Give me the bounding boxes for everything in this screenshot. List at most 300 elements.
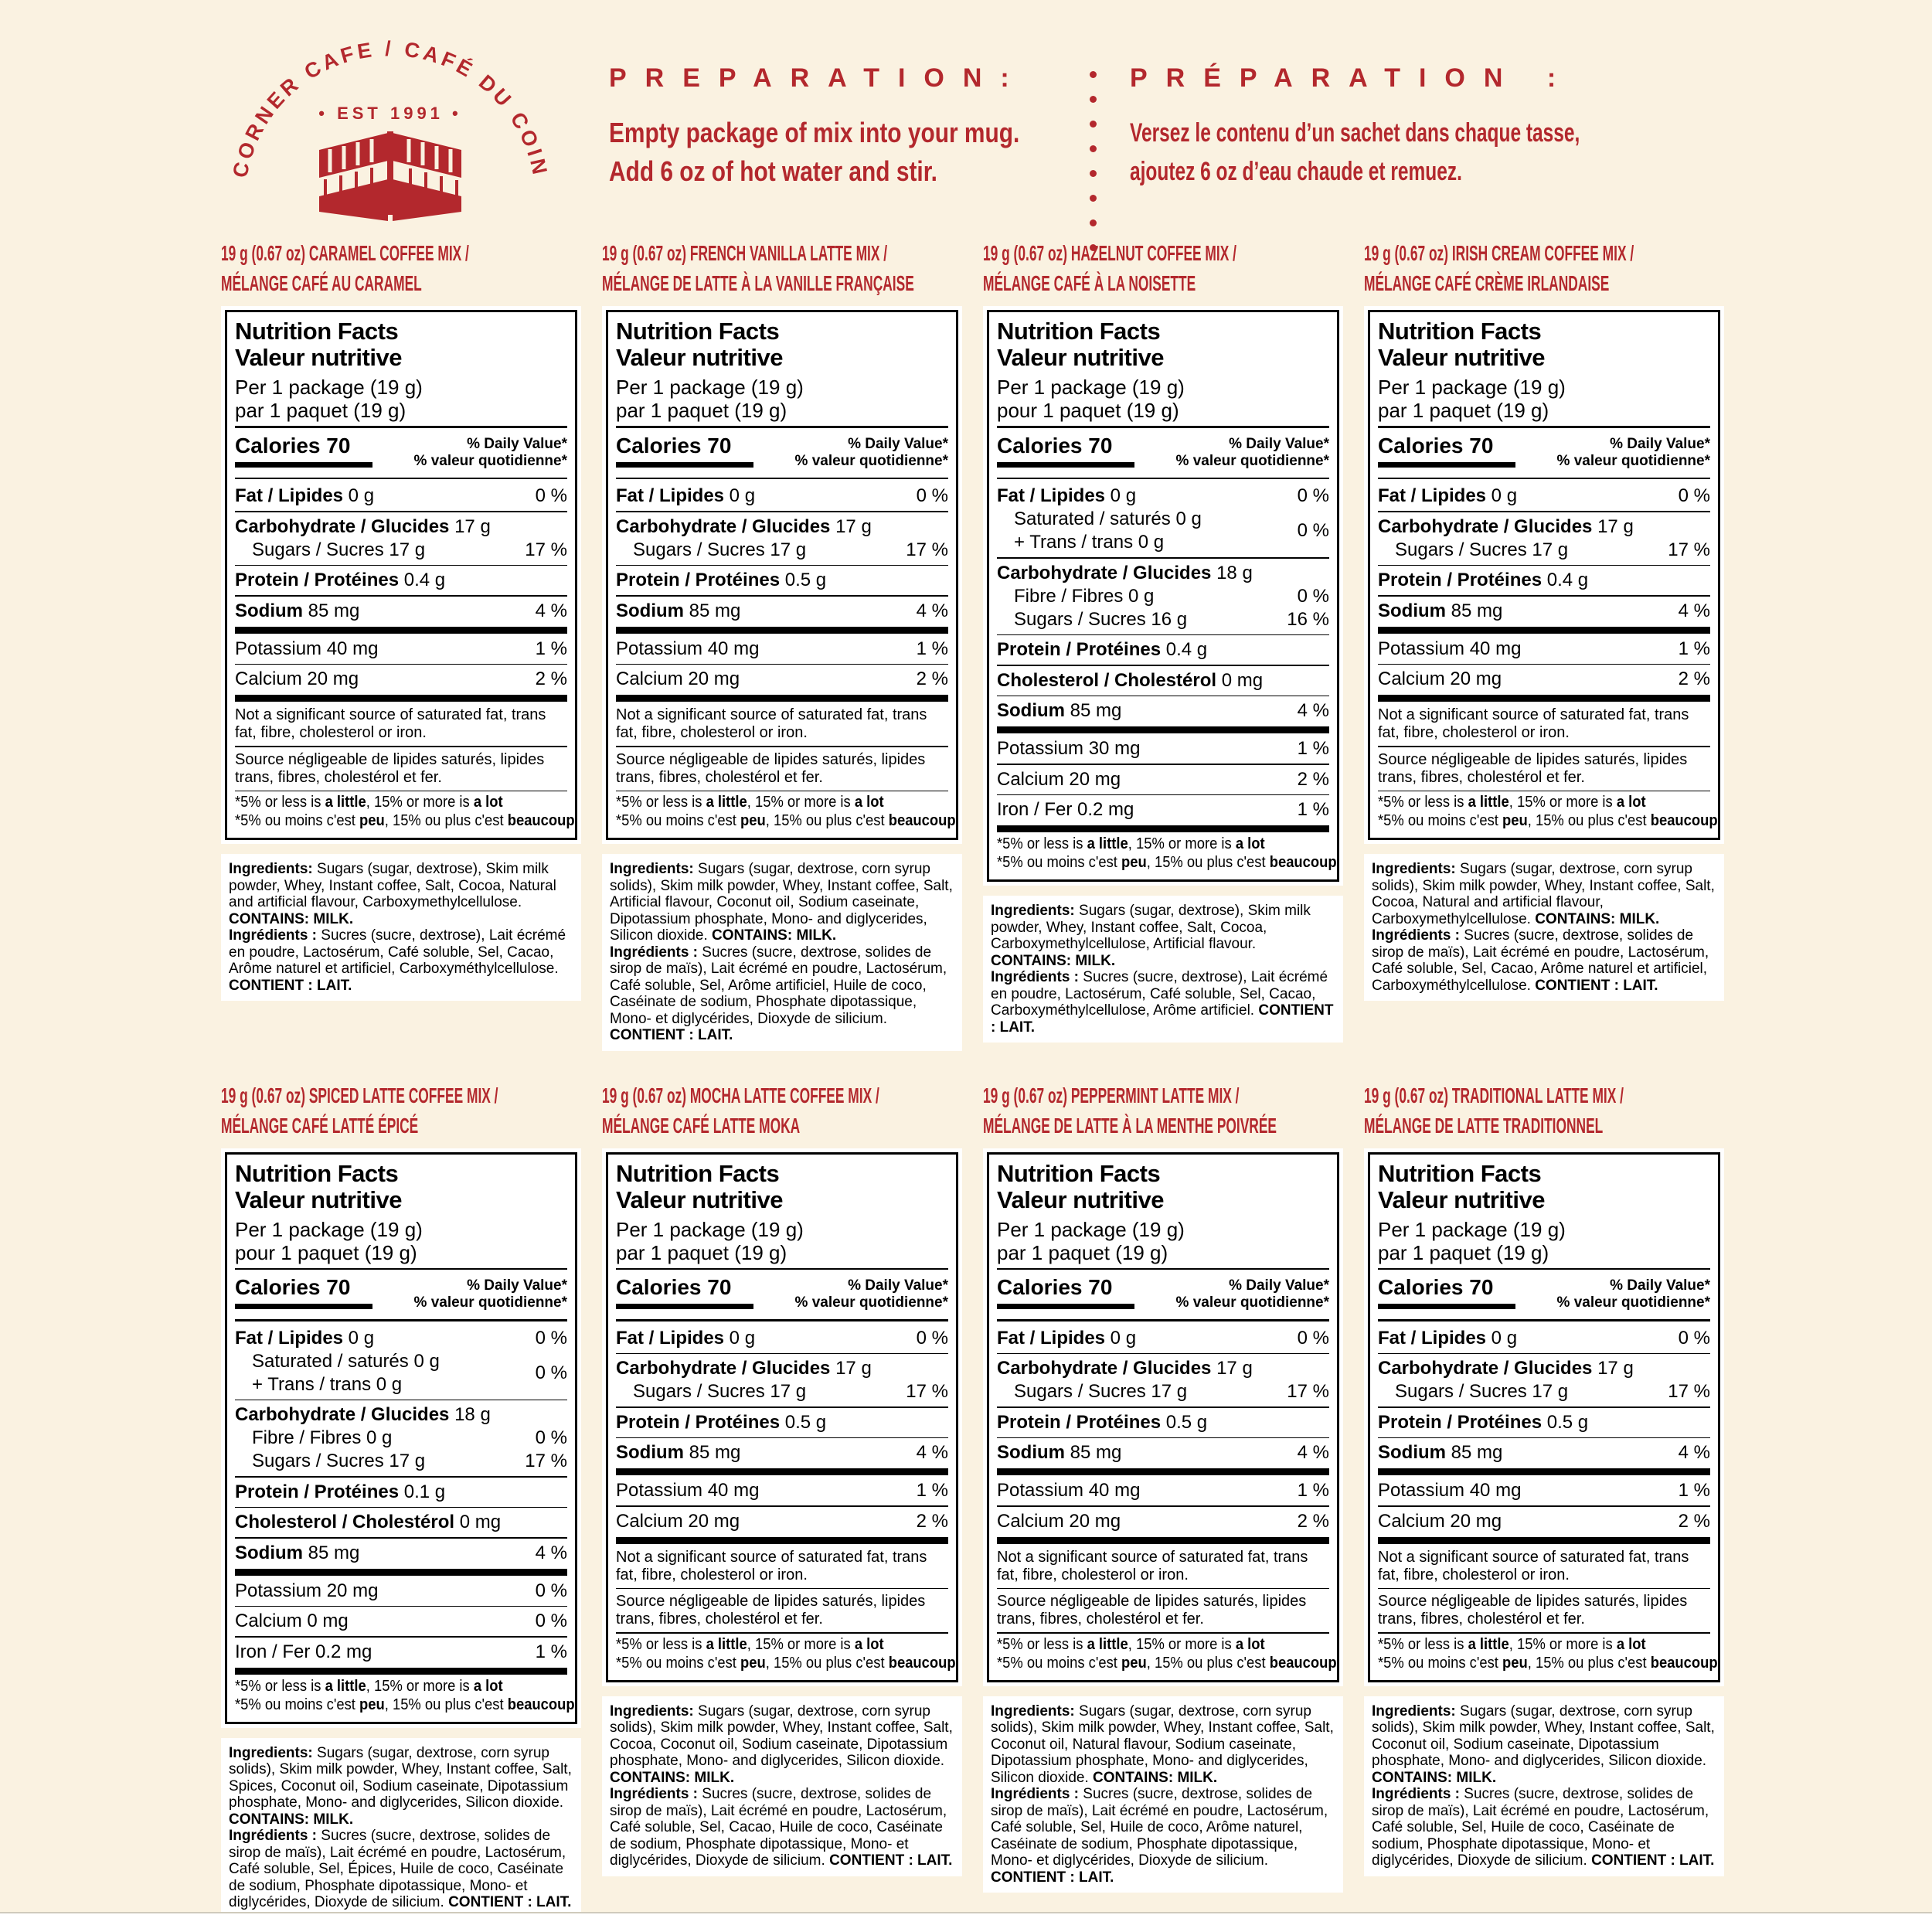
ingredients-en: Ingredients: Sugars (sugar, dextrose), Skim milk powder, Whey, Instant coffee, Salt, Cocoa, Carboxymethylcellulose, Artificial flavour. CONTAINS: MILK. — [991, 903, 1311, 969]
nutrient-line: Carbohydrate / Glucides 17 g — [616, 1358, 872, 1379]
separator-line — [1378, 1505, 1710, 1507]
nutrient-line: Protein / Protéines 0.5 g — [616, 570, 827, 590]
ingredients-block — [602, 854, 962, 1051]
nutrition-note-fr: Source négligeable de lipides saturés, lipides trans, fibres, cholestérol et fer. — [616, 1593, 926, 1628]
nutrient-line: Sugars / Sucres 17 g 17 % — [1395, 539, 1710, 560]
nutrition-row — [235, 483, 567, 509]
ingredients-block — [602, 1696, 962, 1876]
nutrition-facts-table — [987, 310, 1339, 882]
ingredients-fr: Ingrédients : Sucres (sucre, dextrose, solides de sirop de maïs), Lait écrémé en poudre, Lactosérum, Café soluble, Sel, Cacao, Arôme naturel et artificiel, Carboxyméthylcellulose. CONTIENT : LAIT. — [1372, 927, 1709, 994]
separator-bar — [616, 695, 948, 702]
nutrient-line: Cholesterol / Cholestérol 0 mg — [997, 669, 1264, 691]
daily-value-line-fr: % valeur quotidienne* — [794, 1294, 948, 1311]
daily-value-header — [414, 1276, 567, 1311]
product-title — [221, 238, 581, 306]
separator-line — [616, 791, 948, 792]
nutrient-line: Calcium 20 mg 2 % — [997, 1510, 1329, 1532]
nutrient-line: Potassium 40 mg 1 % — [616, 1480, 948, 1501]
footnote-en: *5% or less is a little, 15% or more is a lot — [997, 1635, 1265, 1653]
product-title — [602, 238, 962, 306]
product-title-en: 19 g (0.67 oz) TRADITIONAL LATTE MIX / — [1364, 1083, 1624, 1107]
ingredients-fr: Ingrédients : Sucres (sucre, dextrose, solides de sirop de maïs), Lait écrémé en poudre, Lactosérum, Café soluble, Sel, Arôme artificiel, Huile de coco, Caséinate de sodium, Phosphate dipotassique, Mono- et diglycérides, Dioxyde de silicium. CONTIENT : LAIT. — [610, 944, 947, 1043]
nutrition-row — [616, 1355, 948, 1405]
nutrition-row — [997, 797, 1329, 823]
serving-size-en: Per 1 package (19 g) — [616, 376, 804, 399]
ingredients-block — [983, 1696, 1343, 1893]
separator-line — [997, 1353, 1329, 1355]
product-title-en: 19 g (0.67 oz) CARAMEL COFFEE MIX / — [221, 241, 469, 265]
separator-line — [616, 1588, 948, 1590]
calories-underline-bar — [997, 1304, 1134, 1309]
separator-line — [1378, 1632, 1710, 1634]
preparation-instructions-fr — [1130, 114, 1613, 191]
nutrition-row — [616, 514, 948, 563]
nutrient-line: Sugars / Sucres 17 g 17 % — [252, 1451, 567, 1471]
calories-row — [616, 1274, 948, 1315]
product-title — [602, 1080, 962, 1148]
footnote-en: *5% or less is a little, 15% or more is a lot — [997, 835, 1265, 852]
product-title-fr: MÉLANGE CAFÉ AU CARAMEL — [221, 271, 422, 295]
daily-value-line-fr: % valeur quotidienne* — [1175, 452, 1329, 469]
daily-value-header — [414, 434, 567, 470]
daily-value-line-fr: % valeur quotidienne* — [794, 452, 948, 469]
daily-value-header — [1557, 434, 1710, 470]
nutrient-line: Potassium 20 mg 0 % — [235, 1580, 567, 1601]
ingredients-en: Ingredients: Sugars (sugar, dextrose, corn syrup solids), Skim milk powder, Whey, Instant coffee, Salt, Cocoa, Coconut oil, Sodium caseinate, Dipotassium phosphate, Mono- and diglycerides, Silicon dioxide. CONTAINS: MILK. — [610, 1702, 953, 1786]
separator-bar — [997, 1468, 1329, 1475]
nutrient-line: Fat / Lipides 0 g 0 % — [997, 1327, 1329, 1349]
nutrition-facts-box — [1364, 306, 1724, 844]
daily-value-header — [1176, 1276, 1329, 1311]
product-title-fr: MÉLANGE DE LATTE À LA MENTHE POIVRÉE — [983, 1113, 1277, 1138]
nutrition-row — [235, 598, 567, 624]
nutrition-row — [1378, 567, 1710, 594]
nutrient-line: Carbohydrate / Glucides 18 g — [997, 562, 1253, 583]
product-title — [1364, 1080, 1724, 1148]
nutrient-line: Fat / Lipides 0 g 0 % — [616, 485, 948, 506]
separator-line — [997, 764, 1329, 765]
nutrient-line: Calcium 20 mg 2 % — [1378, 1510, 1710, 1532]
nutrient-line: Fat / Lipides 0 g 0 % — [997, 485, 1329, 506]
footnote-fr: *5% ou moins c'est peu, 15% ou plus c'est beaucoup — [616, 812, 956, 829]
nutrient-line: Iron / Fer 0.2 mg 1 % — [235, 1641, 567, 1662]
nutrition-facts-box — [221, 1148, 581, 1728]
nutrition-row — [997, 1410, 1329, 1436]
nutrition-row — [616, 1410, 948, 1436]
nutrition-row — [235, 1479, 567, 1505]
footnote-en: *5% or less is a little, 15% or more is a lot — [235, 794, 503, 811]
separator-line — [235, 1476, 567, 1478]
footnote-en: *5% or less is a little, 15% or more is a lot — [235, 1677, 503, 1695]
nutrient-line: Carbohydrate / Glucides 17 g — [1378, 515, 1634, 537]
nutrition-row — [997, 736, 1329, 762]
calories-value: Calories 70 — [235, 434, 372, 468]
nutrient-line: Potassium 40 mg 1 % — [997, 1480, 1329, 1501]
nutrition-facts-heading-en: Nutrition Facts — [997, 1159, 1161, 1187]
nutrition-facts-heading-fr: Valeur nutritive — [997, 1185, 1164, 1213]
calories-underline-bar — [997, 462, 1134, 468]
footnote-fr: *5% ou moins c'est peu, 15% ou plus c'est beaucoup — [235, 812, 575, 829]
nutrition-row — [616, 1478, 948, 1504]
nutrition-row — [235, 1402, 567, 1475]
nutrition-row — [997, 483, 1329, 556]
nutrition-facts-table — [1368, 1152, 1720, 1682]
product-panel — [983, 238, 1343, 1043]
product-title — [983, 238, 1343, 306]
nutrient-line: Sodium 85 mg 4 % — [1378, 1442, 1710, 1463]
ingredients-en: Ingredients: Sugars (sugar, dextrose, corn syrup solids), Skim milk powder, Whey, Instant coffee, Salt, Artificial flavour, Coconut oil, Sodium caseinate, Dipotassium phosphate, Mono- and diglycerides, Silicon dioxide. CONTAINS: MILK. — [610, 861, 953, 944]
nutrient-line: + Trans / trans 0 g — [1014, 532, 1165, 553]
calories-row — [1378, 432, 1710, 474]
nutrient-line: Potassium 40 mg 1 % — [616, 638, 948, 659]
ingredients-fr: Ingrédients : Sucres (sucre, dextrose, solides de sirop de maïs), Lait écrémé en poudre, Lactosérum, Café soluble, Sel, Cacao, Huile de coco, Caséinate de sodium, Phosphate dipotassique, Mono- et diglycérides, Dioxyde de silicium. CONTIENT : LAIT. — [610, 1786, 953, 1869]
nutrition-row — [616, 483, 948, 509]
nutrition-note-fr: Source négligeable de lipides saturés, lipides trans, fibres, cholestérol et fer. — [1378, 1593, 1688, 1628]
nutrition-row — [616, 567, 948, 594]
separator-line — [1378, 1406, 1710, 1408]
product-panel — [602, 1080, 962, 1876]
dotted-divider — [1090, 71, 1097, 251]
product-title-fr: MÉLANGE DE LATTE TRADITIONNEL — [1364, 1113, 1604, 1138]
nutrition-note-en: Not a significant source of saturated fat, trans fat, fibre, cholesterol or iron. — [616, 706, 927, 741]
nutrition-facts-heading-en: Nutrition Facts — [235, 318, 399, 345]
nutrition-row — [235, 1325, 567, 1398]
product-title-en: 19 g (0.67 oz) HAZELNUT COFFEE MIX / — [983, 241, 1236, 265]
daily-value-line-en: % Daily Value* — [467, 435, 567, 452]
separator-line — [1378, 791, 1710, 792]
ingredients-block — [1364, 854, 1724, 1001]
separator-line — [616, 664, 948, 665]
ingredients-fr: Ingrédients : Sucres (sucre, dextrose, solides de sirop de maïs), Lait écrémé en poudre, Lactosérum, Café soluble, Sel, Huile de coco, Arôme naturel, Caséinate de sodium, Phosphate dipotassique, Mono- et diglycérides, Dioxyde de silicium. CONTIENT : LAIT. — [991, 1786, 1328, 1886]
nutrition-facts-box — [602, 306, 962, 844]
nutrition-row — [997, 767, 1329, 793]
nutrition-facts-heading-fr: Valeur nutritive — [616, 344, 783, 371]
ingredients-en: Ingredients: Sugars (sugar, dextrose), Skim milk powder, Whey, Instant coffee, Salt, Cocoa, Natural and artificial flavour, Carboxymethylcellulose. CONTAINS: MILK. — [229, 861, 556, 927]
nutrition-facts-box — [221, 306, 581, 844]
nutrition-row — [997, 1478, 1329, 1504]
calories-underline-bar — [616, 1304, 753, 1309]
serving-size-fr: par 1 paquet (19 g) — [616, 1240, 787, 1264]
nutrition-note-en: Not a significant source of saturated fat, trans fat, fibre, cholesterol or iron. — [1378, 1548, 1689, 1583]
daily-value-line-fr: % valeur quotidienne* — [1556, 452, 1710, 469]
nutrition-note-fr: Source négligeable de lipides saturés, lipides trans, fibres, cholestérol et fer. — [235, 750, 545, 786]
product-panel — [221, 1080, 581, 1918]
calories-value: Calories 70 — [616, 1276, 753, 1309]
storefront-awning-icon — [319, 131, 461, 221]
separator-line — [235, 511, 567, 512]
calories-underline-bar — [1378, 462, 1515, 468]
calories-row — [997, 432, 1329, 474]
nutrition-row — [997, 668, 1329, 694]
nutrition-row — [235, 666, 567, 692]
daily-value-header — [1176, 434, 1329, 470]
daily-value-line-fr: % valeur quotidienne* — [1175, 1294, 1329, 1311]
daily-value-line-en: % Daily Value* — [1610, 435, 1710, 452]
separator-line — [616, 1632, 948, 1634]
nutrition-row — [1378, 1509, 1710, 1535]
separator-line — [235, 1606, 567, 1607]
separator-line — [235, 746, 567, 747]
separator-line — [1378, 595, 1710, 597]
separator-line — [235, 791, 567, 792]
serving-size-fr: par 1 paquet (19 g) — [997, 1240, 1168, 1264]
nutrition-facts-heading-fr: Valeur nutritive — [1378, 344, 1545, 371]
nutrient-line: Carbohydrate / Glucides 17 g — [235, 515, 491, 537]
nutrient-line: Fat / Lipides 0 g 0 % — [235, 485, 567, 506]
nutrient-line: Fat / Lipides 0 g 0 % — [1378, 485, 1710, 506]
nutrient-line: + Trans / trans 0 g — [252, 1373, 403, 1395]
nutrition-row — [1378, 1325, 1710, 1352]
separator-line — [616, 1353, 948, 1355]
separator-line — [1378, 1588, 1710, 1590]
separator-line — [997, 557, 1329, 559]
nutrition-facts-box — [983, 306, 1343, 886]
ingredients-block — [221, 1738, 581, 1918]
nutrient-line: Fibre / Fibres 0 g 0 % — [252, 1427, 567, 1448]
separator-line — [616, 1406, 948, 1408]
nutrition-facts-table — [1368, 310, 1720, 840]
nutrition-row — [997, 698, 1329, 724]
separator-bar — [235, 695, 567, 702]
ingredients-fr: Ingrédients : Sucres (sucre, dextrose, solides de sirop de maïs), Lait écrémé en poudre, Lactosérum, Café soluble, Sel, Huile de coco, Caséinate de sodium, Phosphate dipotassique, Mono- et diglycérides, Dioxyde de silicium. CONTIENT : LAIT. — [1372, 1786, 1715, 1869]
nutrition-facts-heading-fr: Valeur nutritive — [1378, 1185, 1545, 1213]
nutrient-line: Fat / Lipides 0 g 0 % — [1378, 1327, 1710, 1349]
serving-size-en: Per 1 package (19 g) — [235, 1217, 423, 1241]
product-panel — [1364, 238, 1724, 1001]
serving-size-en: Per 1 package (19 g) — [1378, 1217, 1566, 1241]
product-title-fr: MÉLANGE CAFÉ À LA NOISETTE — [983, 271, 1196, 295]
preparation-line-fr-2: ajoutez 6 oz d’eau chaude et remuez. — [1130, 157, 1462, 186]
separator-line — [616, 595, 948, 597]
separator-line — [997, 1505, 1329, 1507]
calories-underline-bar — [616, 462, 753, 468]
separator-bar — [1378, 695, 1710, 702]
daily-value-line-en: % Daily Value* — [848, 1277, 948, 1294]
nutrition-facts-heading-en: Nutrition Facts — [1378, 1159, 1542, 1187]
corner-cafe-logo — [197, 32, 583, 233]
nutrition-facts-heading-en: Nutrition Facts — [616, 1159, 780, 1187]
nutrient-line: Protein / Protéines 0.5 g — [1378, 1411, 1589, 1433]
nutrition-row — [1378, 636, 1710, 662]
nutrient-line: Calcium 20 mg 2 % — [1378, 668, 1710, 689]
nutrition-note-en: Not a significant source of saturated fat, trans fat, fibre, cholesterol or iron. — [1378, 706, 1689, 741]
separator-line — [997, 1588, 1329, 1590]
product-panel — [983, 1080, 1343, 1893]
nutrition-row — [616, 636, 948, 662]
footnote-fr: *5% ou moins c'est peu, 15% ou plus c'est beaucoup — [1378, 812, 1718, 829]
nutrient-line: Protein / Protéines 0.5 g — [997, 1411, 1208, 1433]
nutrient-line: Fibre / Fibres 0 g 0 % — [1014, 585, 1329, 607]
nutrient-line: Protein / Protéines 0.1 g — [235, 1481, 446, 1502]
separator-line — [235, 664, 567, 665]
product-title-fr: MÉLANGE CAFÉ CRÈME IRLANDAISE — [1364, 271, 1610, 295]
separator-bar — [616, 1537, 948, 1544]
nutrient-line: Sugars / Sucres 17 g 17 % — [1014, 1381, 1329, 1402]
nutrient-line: Sugars / Sucres 17 g 17 % — [252, 539, 567, 560]
calories-value: Calories 70 — [1378, 434, 1515, 468]
product-title-en: 19 g (0.67 oz) MOCHA LATTE COFFEE MIX / — [602, 1083, 879, 1107]
product-panel — [602, 238, 962, 1051]
nutrition-row — [235, 1639, 567, 1665]
nutrient-line: Sugars / Sucres 17 g 17 % — [1395, 1381, 1710, 1402]
calories-row — [235, 1274, 567, 1315]
daily-value-line-en: % Daily Value* — [467, 1277, 567, 1294]
nutrition-note-fr: Source négligeable de lipides saturés, lipides trans, fibres, cholestérol et fer. — [997, 1593, 1307, 1628]
separator-bar — [1378, 1468, 1710, 1475]
nutrition-row — [997, 1355, 1329, 1405]
product-panel — [1364, 1080, 1724, 1876]
nutrient-line: Sodium 85 mg 4 % — [616, 1442, 948, 1463]
footnote-en: *5% or less is a little, 15% or more is a lot — [616, 794, 884, 811]
separator-bar — [997, 726, 1329, 733]
nutrition-row — [1378, 1478, 1710, 1504]
separator-line — [1378, 565, 1710, 566]
nutrient-line: Calcium 20 mg 2 % — [997, 768, 1329, 790]
separator-line — [997, 696, 1329, 697]
nutrient-line: Sugars / Sucres 16 g 16 % — [1014, 608, 1329, 630]
nutrition-facts-table — [987, 1152, 1339, 1682]
separator-line — [1378, 511, 1710, 512]
separator-line — [997, 665, 1329, 666]
separator-line — [1378, 1353, 1710, 1355]
serving-size-en: Per 1 package (19 g) — [235, 376, 423, 399]
ingredients-block — [221, 854, 581, 1001]
nutrition-row — [616, 666, 948, 692]
serving-size-fr: par 1 paquet (19 g) — [1378, 399, 1549, 422]
daily-value-line-en: % Daily Value* — [848, 435, 948, 452]
calories-row — [616, 432, 948, 474]
nutrition-row — [616, 1509, 948, 1535]
nutrition-facts-table — [606, 1152, 958, 1682]
calories-value: Calories 70 — [997, 1276, 1134, 1309]
footnote-en: *5% or less is a little, 15% or more is a lot — [1378, 794, 1646, 811]
nutrition-row — [235, 567, 567, 594]
preparation-line-en-2: Add 6 oz of hot water and stir. — [609, 155, 937, 187]
nutrient-line: Sodium 85 mg 4 % — [997, 700, 1329, 721]
preparation-heading-en: PREPARATION: — [609, 63, 1028, 93]
product-title — [221, 1080, 581, 1148]
daily-value-line-fr: % valeur quotidienne* — [413, 452, 567, 469]
nutrition-row — [616, 1325, 948, 1352]
calories-underline-bar — [235, 462, 372, 468]
separator-bar — [235, 1569, 567, 1576]
nutrient-line: Saturated / saturés 0 g — [252, 1350, 440, 1372]
nutrition-row — [235, 1540, 567, 1566]
separator-bar — [1378, 1537, 1710, 1544]
nutrient-line: Protein / Protéines 0.4 g — [997, 639, 1208, 660]
ingredients-en: Ingredients: Sugars (sugar, dextrose, corn syrup solids), Skim milk powder, Whey, Instant coffee, Salt, Coconut oil, Natural flavour, Sodium caseinate, Dipotassium phosphate, Mono- and diglycerides, Silicon dioxide. CONTAINS: MILK. — [991, 1702, 1334, 1786]
separator-line — [1378, 1437, 1710, 1439]
nutrient-line: Sugars / Sucres 17 g 17 % — [633, 539, 948, 560]
daily-value-percent: 0 % — [1297, 520, 1329, 541]
separator-line — [616, 746, 948, 747]
calories-row — [1378, 1274, 1710, 1315]
footnote-fr: *5% ou moins c'est peu, 15% ou plus c'est beaucoup — [1378, 1654, 1718, 1672]
serving-size-fr: par 1 paquet (19 g) — [1378, 1240, 1549, 1264]
nutrition-row — [997, 1509, 1329, 1535]
nutrition-facts-heading-fr: Valeur nutritive — [997, 344, 1164, 371]
separator-line — [616, 565, 948, 566]
separator-line — [616, 1437, 948, 1439]
preparation-instructions-en — [609, 114, 1057, 191]
separator-line — [616, 1505, 948, 1507]
separator-line — [616, 511, 948, 512]
product-title-fr: MÉLANGE DE LATTE À LA VANILLE FRANÇAISE — [602, 271, 914, 295]
nutrient-line: Calcium 20 mg 2 % — [616, 668, 948, 689]
preparation-heading-fr: PRÉPARATION : — [1130, 63, 1575, 93]
separator-line — [235, 1636, 567, 1638]
nutrition-facts-box — [602, 1148, 962, 1686]
nutrient-line: Sugars / Sucres 17 g 17 % — [633, 1381, 948, 1402]
separator-line — [997, 1437, 1329, 1439]
nutrient-line: Sodium 85 mg 4 % — [235, 600, 567, 621]
nutrition-facts-heading-en: Nutrition Facts — [1378, 318, 1542, 345]
separator-bar — [997, 825, 1329, 832]
footnote-en: *5% or less is a little, 15% or more is a lot — [616, 1635, 884, 1653]
separator-line — [1378, 746, 1710, 747]
logo-arc-text: CORNER CAFE / CAFÉ DU COIN — [228, 36, 553, 180]
nutrient-line: Potassium 40 mg 1 % — [1378, 638, 1710, 659]
daily-value-line-fr: % valeur quotidienne* — [413, 1294, 567, 1311]
preparation-line-en-1: Empty package of mix into your mug. — [609, 117, 1020, 148]
separator-line — [997, 794, 1329, 796]
calories-underline-bar — [1378, 1304, 1515, 1309]
nutrition-row — [235, 636, 567, 662]
ingredients-en: Ingredients: Sugars (sugar, dextrose, corn syrup solids), Skim milk powder, Whey, Instant coffee, Salt, Spices, Coconut oil, Sodium caseinate, Dipotassium phosphate, Mono- and diglycerides, Silicon dioxide. CONTAINS: MILK. — [229, 1744, 572, 1828]
bottom-strip — [0, 1912, 1932, 1932]
ingredients-fr: Ingrédients : Sucres (sucre, dextrose), Lait écrémé en poudre, Lactosérum, Café soluble, Sel, Cacao, Carboxyméthylcellulose, Arôme artificiel. CONTIENT : LAIT. — [991, 969, 1334, 1036]
product-title-fr: MÉLANGE CAFÉ LATTE MOKA — [602, 1113, 801, 1138]
product-title — [983, 1080, 1343, 1148]
nutrition-row — [997, 637, 1329, 663]
calories-value: Calories 70 — [616, 434, 753, 468]
calories-row — [235, 432, 567, 474]
nutrition-facts-heading-fr: Valeur nutritive — [235, 1185, 402, 1213]
nutrition-facts-heading-en: Nutrition Facts — [997, 318, 1161, 345]
separator-bar — [235, 627, 567, 634]
separator-bar — [616, 627, 948, 634]
nutrition-row — [1378, 666, 1710, 692]
nutrient-line: Fat / Lipides 0 g 0 % — [616, 1327, 948, 1349]
footnote-fr: *5% ou moins c'est peu, 15% ou plus c'est beaucoup — [616, 1654, 956, 1672]
daily-value-line-fr: % valeur quotidienne* — [1556, 1294, 1710, 1311]
nutrition-row — [997, 1440, 1329, 1466]
preparation-section-fr — [1130, 63, 1613, 191]
daily-value-line-en: % Daily Value* — [1229, 1277, 1329, 1294]
serving-size-en: Per 1 package (19 g) — [997, 376, 1185, 399]
product-title-en: 19 g (0.67 oz) PEPPERMINT LATTE MIX / — [983, 1083, 1240, 1107]
nutrient-line: Protein / Protéines 0.5 g — [616, 1411, 827, 1433]
nutrition-facts-table — [606, 310, 958, 840]
logo-est-text: • EST 1991 • — [318, 104, 462, 123]
nutrient-line: Carbohydrate / Glucides 17 g — [1378, 1358, 1634, 1379]
serving-size-fr: par 1 paquet (19 g) — [235, 399, 406, 422]
nutrient-line: Sodium 85 mg 4 % — [235, 1542, 567, 1563]
footnote-en: *5% or less is a little, 15% or more is a lot — [1378, 1635, 1646, 1653]
nutrient-line: Calcium 20 mg 2 % — [235, 668, 567, 689]
daily-value-line-en: % Daily Value* — [1229, 435, 1329, 452]
nutrition-row — [235, 1509, 567, 1536]
nutrition-row — [235, 1578, 567, 1604]
separator-line — [235, 1400, 567, 1401]
preparation-section-en — [609, 63, 1057, 191]
ingredients-fr: Ingrédients : Sucres (sucre, dextrose, solides de sirop de maïs), Lait écrémé en poudre, Lactosérum, Café soluble, Sel, Épices, Huile de coco, Caséinate de sodium, Phosphate dipotassique, Mono- et diglycérides, Dioxyde de silicium. CONTIENT : LAIT. — [229, 1828, 572, 1910]
nutrient-line: Calcium 20 mg 2 % — [616, 1510, 948, 1532]
separator-line — [997, 634, 1329, 636]
nutrient-line: Cholesterol / Cholestérol 0 mg — [235, 1512, 502, 1532]
product-panels-grid — [221, 238, 1724, 1918]
calories-value: Calories 70 — [235, 1276, 372, 1309]
